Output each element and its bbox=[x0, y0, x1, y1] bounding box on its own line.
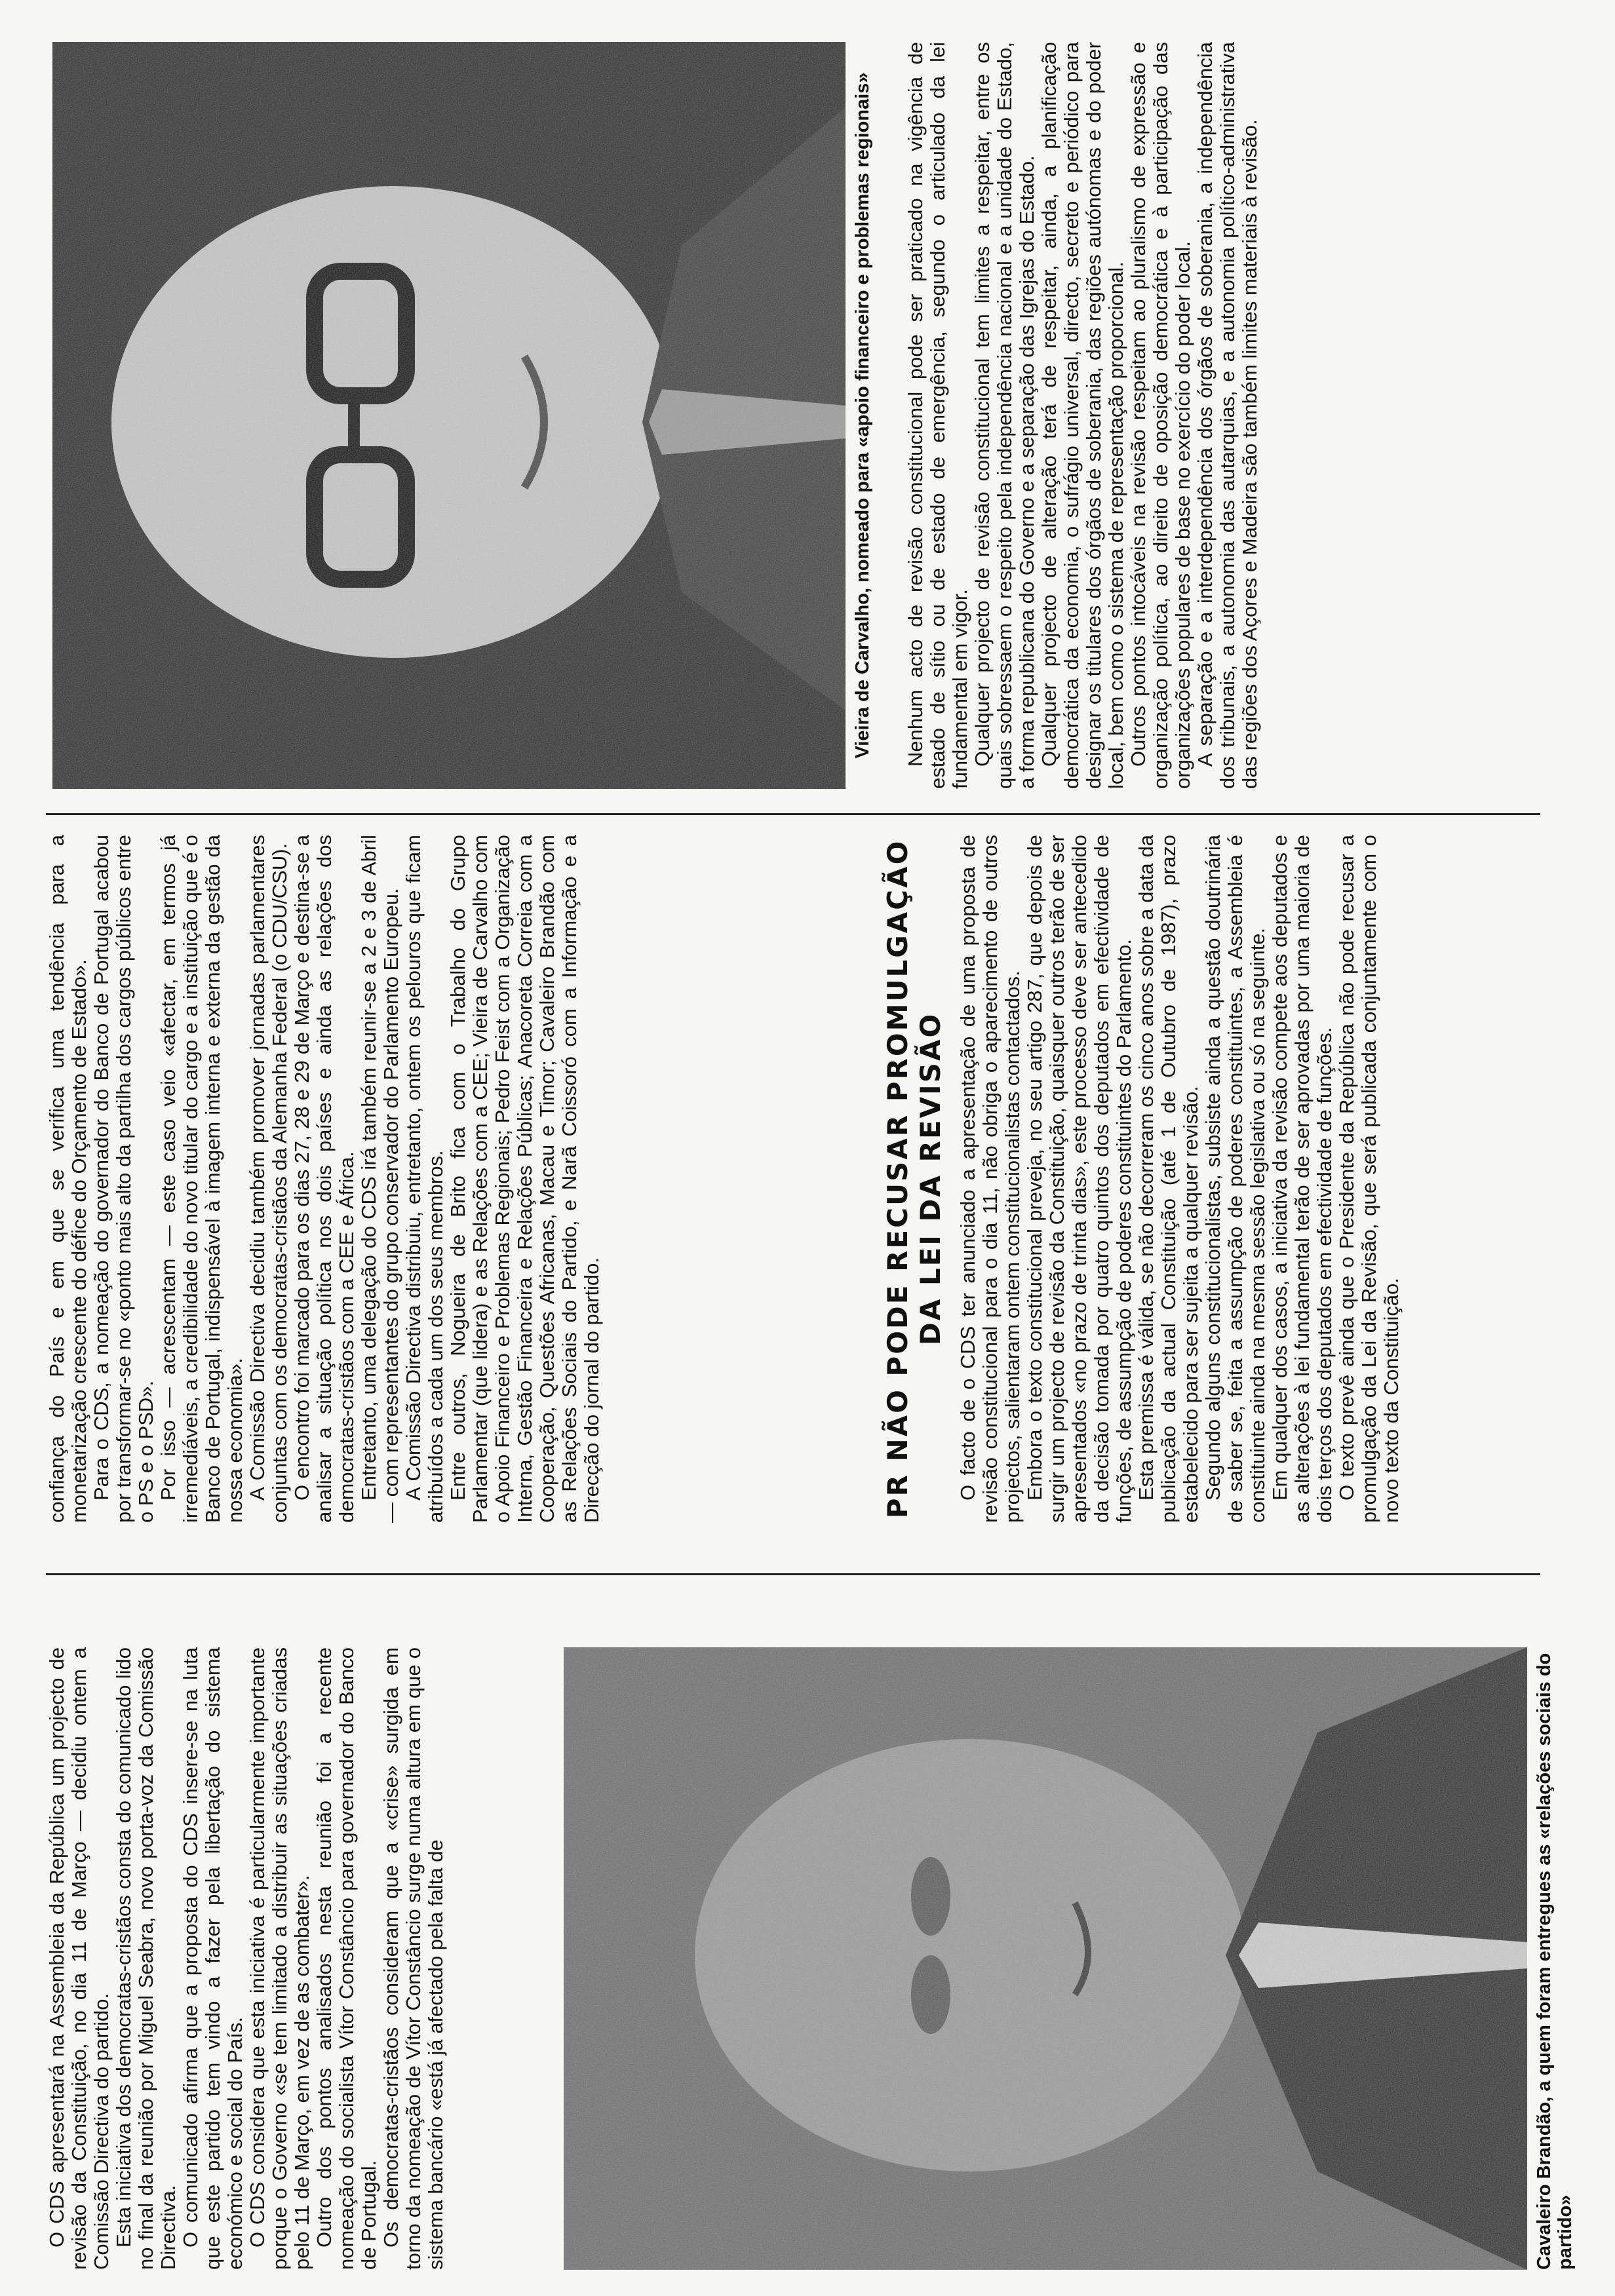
article-column-1 bbox=[46, 1647, 447, 2270]
paragraph: O facto de o CDS ter anunciado a apresentação de uma proposta de revisão constitucional para o dia 11, não obriga o aparecimento de outros projectos, salientaram ontem constitucionalistas contactados. bbox=[956, 835, 1024, 1523]
article-column-2 bbox=[46, 835, 603, 1523]
headline: PR NÃO PODE RECUSAR PROMULGAÇÃO bbox=[882, 839, 914, 1519]
paragraph: Qualquer projecto de revisão constitucional tem limites a respeitar, entre os quais sobressaem o respeito pela independência nacional e a unidade do Estado, a forma republicana do Governo e a separação das Igrejas do Estado. bbox=[971, 42, 1038, 789]
paragraph: Entre outros, Nogueira de Brito fica com o Trabalho do Grupo Parlamentar (que lidera) e as Relações com a CEE; Vieira de Carvalho com o Apoio Financeiro e Problemas Regionais; Pedro Feist com a Organização Interna, Gestão Financeira e Relações Públicas; Anacoreta Correia com a Cooperação, Questões Africanas, Macau e Timor; Cavaleiro Brandão com as Relações Sociais do Partido, e Narã Coissoró com a Informação e a Direcção do jornal do partido. bbox=[446, 835, 603, 1523]
paragraph: A Comissão Directiva decidiu também promover jornadas parlamentares conjuntas com os democratas-cristãos da Alemanha Federal (o CDU/CSU). bbox=[246, 835, 291, 1523]
paragraph: Qualquer projecto de alteração terá de respeitar, ainda, a planificação democrática da economia, o sufrágio universal, directo, secreto e periódico para designar os titulares dos órgãos de soberania, das regiões autónomas e do poder local, bem como o sistema de representação proporcional. bbox=[1038, 42, 1127, 789]
paragraph: Esta premissa é válida, se não decorreram os cinco anos sobre a data da publicação da actual Constituição (até 1 de Outubro de 1987), prazo estabelecido para ser sujeita a qualquer revisão. bbox=[1135, 835, 1202, 1523]
paragraph: Para o CDS, a nomeação do governador do Banco de Portugal acabou por transformar-se no «ponto mais alto da partilha dos cargos públicos entre o PS e o PSD». bbox=[90, 835, 157, 1523]
paragraph: Esta iniciativa dos democratas-cristãos consta do comunicado lido no final da reunião por Miguel Seabra, novo porta-voz da Comissão Directiva. bbox=[112, 1647, 180, 2270]
portrait-photo-vieira-de-carvalho bbox=[52, 42, 846, 789]
paragraph: O texto prevê ainda que o Presidente da República não pode recusar a promulgação da Lei da Revisão, que será publicada conjuntamente com o novo texto da Constituição. bbox=[1335, 835, 1403, 1523]
paragraph: Entretanto, uma delegação do CDS irá também reunir-se a 2 e 3 de Abril — com representantes do grupo conservador do Parlamento Europeu. bbox=[357, 835, 402, 1523]
paragraph: O comunicado afirma que a proposta do CDS insere-se na luta que este partido tem vindo a fazer pela libertação do sistema económico e social do País. bbox=[179, 1647, 246, 2270]
article-column-2-continued bbox=[957, 835, 1403, 1523]
portrait-photo-cavaleiro-brandao bbox=[564, 1647, 1527, 2270]
paragraph: Nenhum acto de revisão constitucional pode ser praticado na vigência de estado de sítio ou de estado de emergência, segundo o articulado da lei fundamental em vigor. bbox=[904, 42, 971, 789]
article-column-3 bbox=[905, 42, 1261, 789]
photo-caption: Vieira de Carvalho, nomeado para «apoio financeiro e problemas regionais» bbox=[852, 72, 873, 759]
portrait-image bbox=[564, 1647, 1527, 2270]
photo-caption: Cavaleiro Brandão, a quem foram entregues as «relações sociais do partido» bbox=[1534, 1653, 1576, 2270]
paragraph: confiança do País e em que se verifica uma tendência para a monetarização crescente do défice do Orçamento de Estado». bbox=[45, 835, 90, 1523]
headline-second-line: DA LEI DA REVISÃO bbox=[914, 1012, 946, 1346]
paragraph: Os democratas-cristãos consideram que a «crise» surgida em torno da nomeação de Vítor Constâncio surge numa altura em que o sistema bancário «está já afectado pela falta de bbox=[379, 1647, 447, 2270]
paragraph: Por isso — acrescentam — este caso veio «afectar, em termos já irremediáveis, a credibilidade do novo titular do cargo e a instituição que é o Banco de Portugal, indispensável à imagem interna e externa da gestão da nossa economia». bbox=[157, 835, 246, 1523]
paragraph: Outro dos pontos analisados nesta reunião foi a recente nomeação do socialista Vítor Constâncio para governador do Banco de Portugal. bbox=[313, 1647, 380, 2270]
paragraph: Outros pontos intocáveis na revisão respeitam ao pluralismo de expressão e organização política, ao direito de oposição democrática e à participação das organizações populares de base no exercício do poder local. bbox=[1127, 42, 1194, 789]
paragraph: O CDS apresentará na Assembleia da República um projecto de revisão da Constituição, no dia 11 de Março — decidiu ontem a Comissão Directiva do partido. bbox=[45, 1647, 113, 2270]
paragraph: A separação e a interdependência dos órgãos de soberania, a independência dos tribunais, a autonomia das autarquias, e a autonomia político-administrativa das regiões dos Açores e Madeira são também limites materiais à revisão. bbox=[1194, 42, 1261, 789]
paragraph: O encontro foi marcado para os dias 27, 28 e 29 de Março e destina-se a analisar a situação política nos dois países e ainda as relações dos democratas-cristãos com a CEE e África. bbox=[290, 835, 358, 1523]
paragraph: A Comissão Directiva distribuiu, entretanto, ontem os pelouros que ficam atribuídos a cada um dos seus membros. bbox=[402, 835, 447, 1523]
paragraph: Em qualquer dos casos, a iniciativa da revisão compete aos deputados e as alterações à lei fundamental terão de ser aprovadas por uma maioria de dois terços dos deputados em efectividade de funções. bbox=[1268, 835, 1336, 1523]
paragraph: Embora o texto constitucional preveja, no seu artigo 287, que depois de surgir um projecto de revisão da Constituição, quaisquer outros terão de ser apresentados «no prazo de trinta dias», este processo deve ser antecedido da decisão tomada por quatro quintos dos deputados em efectividade de funções, de assumpção de poderes constituintes do Parlamento. bbox=[1023, 835, 1135, 1523]
column-divider bbox=[46, 813, 1540, 815]
paragraph: O CDS considera que esta iniciativa é particularmente importante porque o Governo «se tem limitado a distribuir as situações criadas pelo 11 de Março, em vez de as combater». bbox=[246, 1647, 313, 2270]
portrait-image bbox=[52, 42, 846, 789]
column-divider bbox=[46, 1573, 1540, 1575]
paragraph: Segundo alguns constitucionalistas, subsiste ainda a questão doutrinária de saber se, feita a assumpção de poderes constituintes, a Assembleia é constituinte ainda na mesma sessão legislativa ou só na seguinte. bbox=[1201, 835, 1269, 1523]
